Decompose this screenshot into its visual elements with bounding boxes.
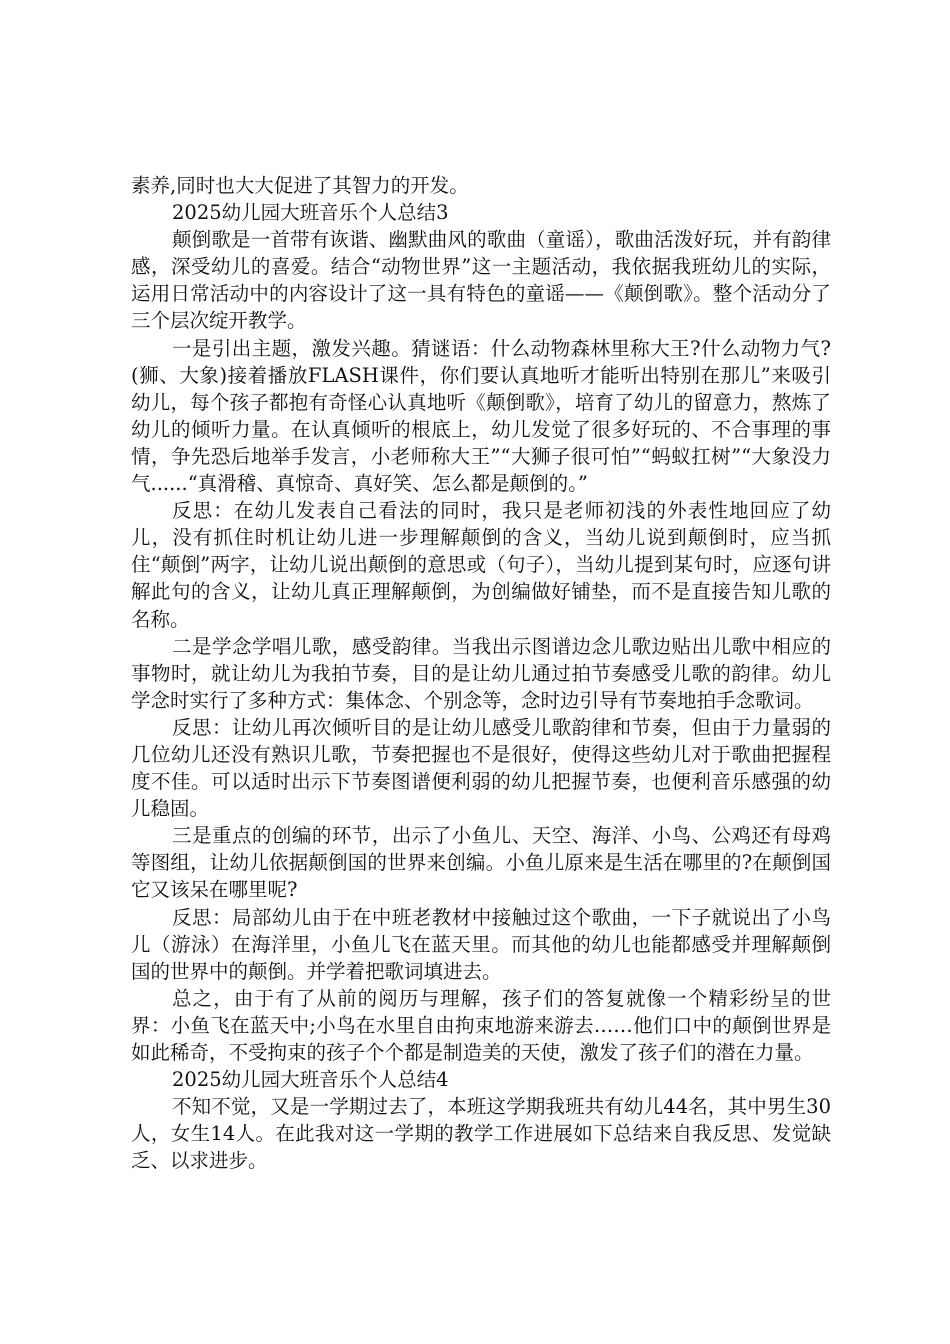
document-body (131, 172, 831, 1174)
paragraph-class-summary: 不知不觉，又是一学期过去了，本班这学期我班共有幼儿44名，其中男生30人，女生14人。在此我对这一学期的教学工作进展如下总结来自我反思、发觉缺乏、以求进步。 (131, 1095, 831, 1173)
paragraph-reflection-one: 反思：在幼儿发表自己看法的同时，我只是老师初浅的外表性地回应了幼儿，没有抓住时机让幼儿进一步理解颠倒的含义，当幼儿说到颠倒时，应当抓住“颠倒”两字，让幼儿说出颠倒的意思或（句子），当幼儿提到某句时，应逐句讲解此句的含义，让幼儿真正理解颠倒，为创编做好铺垫，而不是直接告知儿歌的名称。 (131, 499, 831, 631)
paragraph-continuation: 素养,同时也大大促进了其智力的开发。 (131, 174, 469, 197)
paragraph-step-one: 一是引出主题，激发兴趣。猜谜语：什么动物森林里称大王?什么动物力气?(狮、大象)接着播放FLASH课件，你们要认真地听才能听出特别在那儿”来吸引幼儿，每个孩子都抱有奇怪心认真地听《颠倒歌》，培育了幼儿的留意力，熬炼了幼儿的倾听力量。在认真倾听的根底上，幼儿发觉了很多好玩的、不合事理的事情，争先恐后地举手发言，小老师称大王”“大狮子很可怕”“蚂蚁扛树”“大象没力气......“真滑稽、真惊奇、真好笑、怎么都是颠倒的。” (131, 336, 831, 496)
paragraph-step-three: 三是重点的创编的环节，出示了小鱼儿、天空、海洋、小鸟、公鸡还有母鸡等图组，让幼儿依据颠倒国的世界来创编。小鱼儿原来是生活在哪里的?在颠倒国它又该呆在哪里呢? (131, 824, 831, 902)
section-heading-3: 2025幼儿园大班音乐个人总结3 (172, 201, 449, 225)
section-heading-4: 2025幼儿园大班音乐个人总结4 (172, 1068, 449, 1092)
paragraph-reflection-three: 反思：局部幼儿由于在中班老教材中接触过这个歌曲，一下子就说出了小鸟儿（游泳）在海洋里，小鱼儿飞在蓝天里。而其他的幼儿也能都感受并理解颠倒国的世界中的颠倒。并学着把歌词填进去。 (131, 905, 831, 983)
paragraph-intro: 颠倒歌是一首带有诙谐、幽默曲风的歌曲（童谣），歌曲活泼好玩，并有韵律感，深受幼儿的喜爱。结合“动物世界”这一主题活动，我依据我班幼儿的实际，运用日常活动中的内容设计了这一具有特色的童谣——《颠倒歌》。整个活动分了三个层次绽开教学。 (131, 228, 831, 333)
paragraph-reflection-two: 反思：让幼儿再次倾听目的是让幼儿感受儿歌韵律和节奏，但由于力量弱的几位幼儿还没有熟识儿歌，节奏把握也不是很好，使得这些幼儿对于歌曲把握程度不佳。可以适时出示下节奏图谱便利弱的幼儿把握节奏，也便利音乐感强的幼儿稳固。 (131, 715, 831, 821)
paragraph-conclusion: 总之，由于有了从前的阅历与理解，孩子们的答复就像一个精彩纷呈的世界：小鱼飞在蓝天中;小鸟在水里自由拘束地游来游去……他们口中的颠倒世界是如此稀奇，不受拘束的孩子个个都是制造美的天使，激发了孩子们的潜在力量。 (131, 986, 831, 1064)
paragraph-step-two: 二是学念学唱儿歌，感受韵律。当我出示图谱边念儿歌边贴出儿歌中相应的事物时，就让幼儿为我拍节奏，目的是让幼儿通过拍节奏感受儿歌的韵律。幼儿学念时实行了多种方式：集体念、个别念等，念时边引导有节奏地拍手念歌词。 (131, 634, 831, 712)
